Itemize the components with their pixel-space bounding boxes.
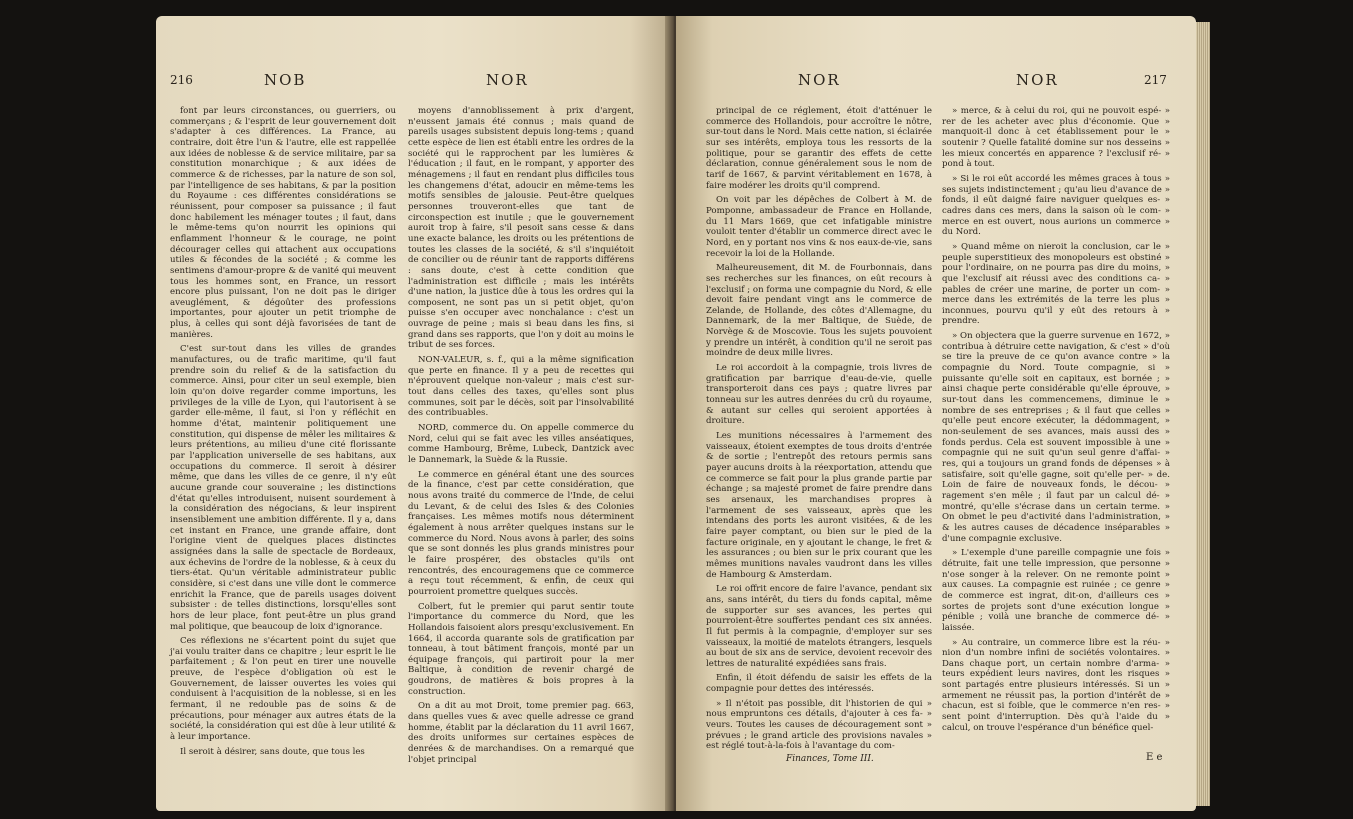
page-number: 216	[170, 73, 193, 87]
paragraph: » merce, & à celui du roi, qui ne pouvoit espé- » rer de les acheter avec plus d'économie. Que » manquoit-il donc à cet établissement pour le » soutenir ? Quelle fatalité domine sur nos desseins » les mieux concertés en apparence ? l'exclusif ré- » pond à tout.	[942, 106, 1170, 170]
paragraph: » Il n'étoit pas possible, dit l'historien de qui » nous empruntons ces détails, d'ajouter à ces fa- » veurs. Toutes les causes de découragement sont » prévues ; le grand article des provisions navales » est réglé tout-à-la-fois à l'avantage du com-	[706, 698, 932, 752]
paragraph: Enfin, il étoit défendu de saisir les effets de la compagnie pour dettes des intéressés.	[706, 673, 932, 695]
paragraph: Colbert, fut le premier qui parut sentir toute l'importance du commerce du Nord, que les Hollandois faisoient alors presqu'exclusivement. En 1664, il accorda quarante sols de gratification par tonneau, à tout bâtiment françois, monté par un équipage françois, qui partiroit pour la mer Baltique, à condition de revenir chargé de goudrons, de matières & bois propres à la construction.	[408, 601, 635, 697]
paragraph: Le roi accordoit à la compagnie, trois livres de gratification par barrique d'eau-de-vie, quelle transporteroit dans ces pays ; quatre livres par tonneau sur les autres denrées du crû du royaume, & autant sur celles qui seroient apportées à droiture.	[706, 363, 932, 427]
text-column	[942, 106, 1170, 746]
paragraph: » Quand même on nieroit la conclusion, car le » peuple superstitieux des monopoleurs est obstiné » pour l'ordinaire, on ne pourra pas dire du moins, » que l'exclusif ait réussi avec des conditions ca- » pables de créer une marine, de porter un com- » merce dans les extrémités de la terre les plus » inconnues, pourvu qu'il y eût des retours à » prendre.	[942, 241, 1170, 327]
paragraph: Le commerce en général étant une des sources de la finance, c'est par cette considération, que nous avons traité du commerce de l'Inde, de celui du Levant, & de celui des Isles & des Colonies françaises. Les mêmes motifs nous déterminent également à nous arrêter quelques instans sur le commerce du Nord. Nous avons à parler, des soins que se sont donnés les plus grands ministres pour le faire prospérer, des obstacles qu'ils ont rencontrés, des encouragemens que ce commerce a reçu tout récemment, & enfin, de ceux qui pourroient promettre quelques succès.	[408, 469, 634, 597]
running-head: NOR	[486, 71, 529, 89]
text-column	[170, 106, 396, 757]
page-edges	[1196, 22, 1210, 806]
running-head: NOR	[1016, 71, 1059, 89]
paragraph: font par leurs circonstances, ou guerriers, ou commerçans ; & l'esprit de leur gouvernement doit s'adapter à ces différences. La France, au contraire, doit être l'un & l'autre, elle est rappellée aux idées de noblesse & de service militaire, par sa constitution monarchique ; & aux idées de commerce & de richesses, par la nature de son sol, par l'intelligence de ses habitans, & par la position du Royaume : ces différentes considérations se réunissent, pour composer sa puissance ; il faut donc habilement les ménager toutes ; il faut, dans le même-tems qu'on nourrit les opinions qui enflamment l'honneur & le courage, ne point décourager celles qui attachent aux occupations utiles & fécondes de la société ; & comme les sentimens d'amour-propre & de vanité qui meuvent tous les hommes sont, en France, un ressort encore plus puissant, l'on ne doit pas le diriger aveuglément, & dégoûter des professions importantes, pour ajouter un petit triomphe de plus, à celles qui sont déjà favorisées de tant de manières.	[170, 106, 396, 340]
paragraph: » L'exemple d'une pareille compagnie une fois » détruite, fait une telle impression, que personne » n'ose songer à la relever. On ne remonte point » aux causes. La compagnie est ruinée ; ce genre » de commerce est ingrat, dit-on, d'ailleurs ces » sortes de projets sont d'une exécution longue » pénible ; voilà une branche de commerce dé- » laissée.	[942, 548, 1170, 633]
paragraph: principal de ce réglement, étoit d'atténuer le commerce des Hollandois, pour accroître le nôtre, sur-tout dans le Nord. Mais cette nation, si éclairée sur ses intérêts, employa tous les ressorts de la politique, pour se garantir des effets de cette déclaration, connue généralement sous le nom de tarif de 1667, & parvint véritablement en 1678, à faire modérer les droits qu'il comprend.	[706, 106, 932, 191]
paragraph: moyens d'annoblissement à prix d'argent, n'eussent jamais été connus ; mais quand de pareils usages subsistent depuis long-tems ; quand cette espèce de lien est établi entre les ordres de la société qui le rapprochent par les lumières & l'éducation ; il faut, en le rompant, y apporter des ménagemens ; il faut en rendant plus difficiles tous les changemens d'état, adoucir en même-tems les motifs sensibles de jalousie. Peut-être quelques personnes trouveront-elles que tant de circonspection est inutile ; que le gouvernement auroit trop à faire, s'il pesoit sans cesse & dans une exacte balance, les droits ou les prétentions de toutes les classes de la société, & s'il s'inquiétoit de concilier ou de réunir tant de rapports différens : sans doute, c'est à cette condition que l'administration est difficile ; mais les intérêts d'une nation, la justice dûe à tous les ordres qui la composent, ne sont pas un si petit objet, qu'on puisse s'en occuper avec nonchalance : c'est un ouvrage de peine ; mais si beau dans les fins, si grand dans ses rapports, que l'on y doit au moins le tribut de ses forces.	[408, 106, 634, 351]
page-number: 217	[1144, 73, 1167, 87]
paragraph: On a dit au mot Droit, tome premier pag. 663, dans quelles vues & avec quelle adresse ce grand homme, établit par la déclaration du 11 avril 1667, des droits uniformes sur certaines espèces de denrées & de marchandises. On a remarqué que l'objet principal	[408, 701, 634, 765]
signature-mark: E e	[1146, 752, 1163, 763]
right-page	[676, 16, 1196, 811]
paragraph: Il seroit à désirer, sans doute, que tous les	[180, 746, 365, 757]
text-column	[408, 106, 635, 765]
paragraph: Ces réflexions ne s'écartent point du sujet que j'ai voulu traiter dans ce chapitre ; leur esprit le lie parfaitement ; & l'on peut en tirer une nouvelle preuve, de l'espèce d'obligation où est le Gouvernement, de laisser ouvertes les voies qui conduisent à l'acquisition de la noblesse, si en les fermant, il ne redouble pas de soins & de précautions, pour ménager aux autres états de la société, la considération qui est dûe à leur utilité & à leur importance.	[170, 636, 396, 743]
footer-title: Finances, Tome III.	[786, 754, 874, 764]
paragraph: C'est sur-tout dans les villes de grandes manufactures, ou de trafic maritime, qu'il faut prendre soin du relief & de la satisfaction du commerce. Ainsi, pour citer un seul exemple, bien loin qu'on doive regarder comme importuns, les privileges de la ville de Lyon, qui l'autorisent à se garder elle-même, il faut, si l'on y réfléchit en homme d'état, maintenir politiquement une constitution, qui dispense de mêler les militaires & leurs prétentions, au milieu d'une cité florissante par l'application universelle de ses habitans, aux occupations du commerce. Il seroit à désirer même, que dans les villes de ce genre, il n'y eût aucune grande cour souveraine ; les distinctions d'état qu'elles introduisent, nuisent sourdement à la considération des négocians, & leur inspirent insensiblement une ambition différente. Il y a, dans cet instant en France, une grande affaire, dont l'origine vient de quelques places distinctes assignées dans la salle de spectacle de Bordeaux, aux échevins de l'ordre de la noblesse, & à ceux du tiers-état. Qu'un véritable administrateur public considère, si c'est dans une ville dont le commerce enrichit la France, que de pareils usages doivent subsister : de telles distinctions, lorsqu'elles sont hors de leur place, font peut-être un plus grand mal politique, que beaucoup de loix d'ignorance.	[170, 344, 396, 632]
running-head: NOR	[798, 71, 841, 89]
left-page	[156, 16, 671, 811]
paragraph: On voit par les dépêches de Colbert à M. de Pomponne, ambassadeur de France en Hollande, du 11 Mars 1669, que cet infatigable ministre vouloit tenter d'établir un commerce direct avec le Nord, en y portant nos vins & nos eaux-de-vie, sans recevoir la loi de la Hollande.	[706, 195, 932, 259]
paragraph: NON-VALEUR, s. f., qui a la même signification que perte en finance. Il y a peu de recettes qui n'éprouvent quelque non-valeur ; mais c'est sur-tout dans celles des taxes, qu'elles sont plus communes, soit par le décès, soit par l'insolvabilité des contribuables.	[408, 355, 634, 419]
paragraph: Les munitions nécessaires à l'armement des vaisseaux, étoient exemptes de tous droits d'entrée & de sortie ; l'entrepôt des retours permis sans payer aucuns droits à la réexportation, attendu que ce commerce se fait pour la plus grande partie par échange ; sa majesté promet de faire prendre dans ses arsenaux, les marchandises propres à l'armement de ses vaisseaux, après que les intendans des ports les auront visitées, & de les faire payer comptant, ou bien sur le pied de la facture originale, en y ajoutant le change, le fret & les assurances ; ou bien sur le prix courant que les mêmes munitions navales vaudront dans les villes de Hambourg & Amsterdam.	[706, 431, 932, 580]
paragraph: » Si le roi eût accordé les mêmes graces à tous » ses sujets indistinctement ; qu'au lieu d'avance de » fonds, il eût daigné faire naviguer quelques es- » cadres dans ces mers, dans la saison où le com- » merce en est ouvert, nous aurions un commerce » du Nord.	[942, 173, 1170, 238]
paragraph: Le roi offrit encore de faire l'avance, pendant six ans, sans intérêt, du tiers du fonds capital, même de supporter sur ses avances, les pertes qui pourroient-être souffertes pendant ces six années. Il fut permis à la compagnie, d'employer sur ses vaisseaux, la moitié de matelots étrangers, lesquels au bout de six ans de service, devoient recevoir des lettres de naturalité expédiées sans frais.	[706, 584, 932, 669]
paragraph: » On objectera que la guerre survenue en 1672, » contribua à détruire cette navigation, & c'est » d'où se tire la preuve de ce qu'on avance contre » la compagnie du Nord. Toute compagnie, si » puissante qu'elle soit en capitaux, est bornée ; » ainsi chaque perte considérable qu'elle éprouve, » sur-tout dans les commencemens, diminue le » nombre de ses entreprises ; & il faut que celles » qu'elle peut encore exécuter, la dédommagent, » non-seulement de ses avances, mais aussi des » fonds perdus. Cela est souvent impossible à une » compagnie qui ne suit qu'un seul genre d'affai- » res, qui a toujours un grand fonds de dépenses » à satisfaire, soit qu'elle gagne, soit qu'elle per- » de. Loin de faire de nouveaux fonds, le décou- » ragement s'en mêle ; il faut par un calcul dé- » montré, qu'elle s'écrase dans un certain terme. » On obmet le peu d'activité dans l'administration, » & les autres causes de décadence inséparables » d'une compagnie exclusive.	[942, 331, 1170, 544]
text-column	[706, 106, 932, 752]
paragraph: NORD, commerce du. On appelle commerce du Nord, celui qui se fait avec les villes anséatiques, comme Hambourg, Brême, Lubeck, Dantzick avec le Dannemark, la Suède & la Russie.	[408, 423, 634, 465]
running-head: NOB	[264, 71, 307, 89]
paragraph: Malheureusement, dit M. de Fourbonnais, dans ses recherches sur les finances, on eût recours à l'exclusif ; on forma une compagnie du Nord, & elle devoit faire pendant vingt ans le commerce de Zelande, de Hollande, des côtes d'Allemagne, du Dannemark, de la mer Baltique, de Suède, de Norvège & de Moscovie. Tous les sujets pouvoient y prendre un intérêt, à condition qu'il ne seroit pas moindre de deux mille livres.	[706, 263, 932, 359]
paragraph: » Au contraire, un commerce libre est la réu- » nion d'un nombre infini de sociétés volontaires. » Dans chaque port, un certain nombre d'arma- » teurs expédient leurs navires, dont les risques » sont partagés entre plusieurs intéressés. Si un » armement ne réussit pas, la portion d'intérêt de » chacun, est si foible, que le commerce n'en res- » sent point d'interruption. Dès qu'à l'aide du » calcul, on trouve l'espérance d'un bénéfice quel-	[942, 637, 1170, 733]
